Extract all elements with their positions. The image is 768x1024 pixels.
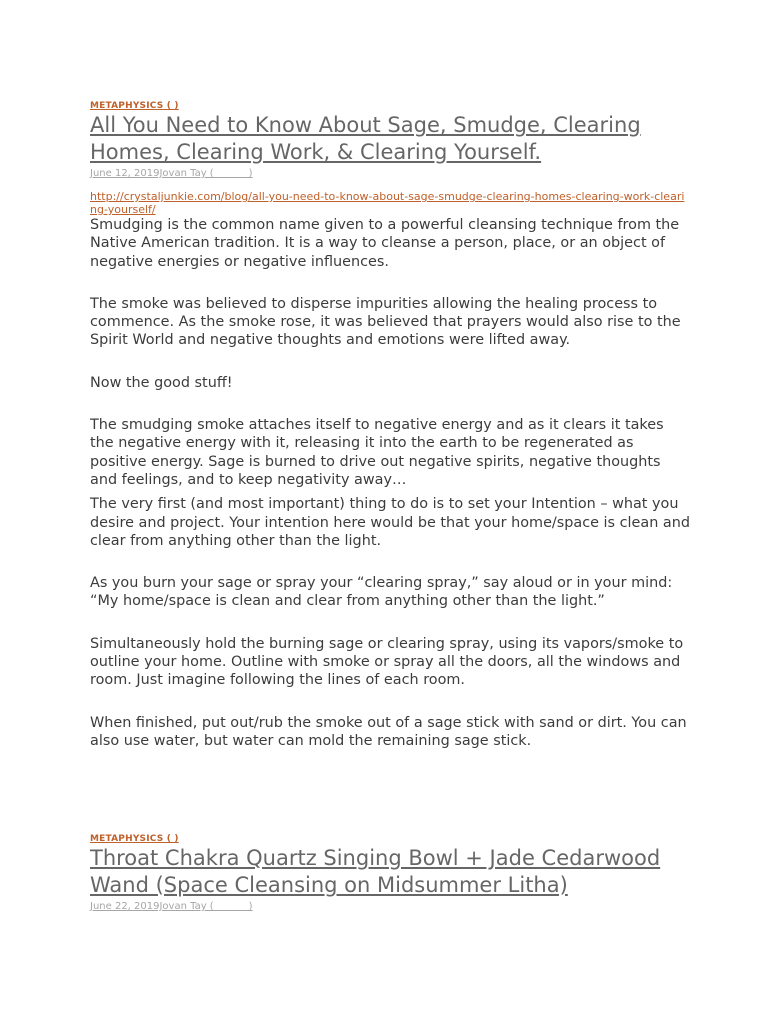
paragraph: Now the good stuff! <box>90 374 233 391</box>
post-title-link[interactable]: All You Need to Know About Sage, Smudge, Clearing Homes, Clearing Work, & Clearing Yourself. <box>90 113 641 164</box>
paragraph: When finished, put out/rub the smoke out of a sage stick with sand or dirt. You can also use water, but water can mold the remaining sage stick. <box>90 714 687 749</box>
post-meta[interactable]: June 22, 2019Jovan Tay ( ) <box>90 901 253 912</box>
paragraph: Smudging is the common name given to a powerful cleansing technique from the Native American tradition. It is a way to cleanse a person, place, or an object of negative energies or negative influences. <box>90 217 680 270</box>
paragraph: The smudging smoke attaches itself to negative energy and as it clears it takes the negative energy with it, releasing it into the earth to be regenerated as positive energy. Sage is burned to drive out negative spirits, negative thoughts and feelings, and to keep negativity away… <box>90 417 664 488</box>
source-url-link[interactable]: http://crystaljunkie.com/blog/all-you-need-to-know-about-sage-smudge-clearing-homes-clearing-work-clearing-yourself/ <box>90 190 685 216</box>
post-title-link[interactable]: Throat Chakra Quartz Singing Bowl + Jade Cedarwood Wand (Space Cleansing on Midsummer Litha) <box>90 846 661 897</box>
category-link[interactable]: METAPHYSICS ( ) <box>90 834 179 844</box>
post-meta[interactable]: June 12, 2019Jovan Tay ( ) <box>90 168 253 179</box>
paragraph: As you burn your sage or spray your “clearing spray,” say aloud or in your mind: “My home/space is clean and clear from anything other than the light.” <box>90 575 673 610</box>
category-link[interactable]: METAPHYSICS ( ) <box>90 101 179 111</box>
paragraph: Simultaneously hold the burning sage or clearing spray, using its vapors/smoke to outline your home. Outline with smoke or spray all the doors, all the windows and room. Just imagine following the lines of each room. <box>90 635 684 689</box>
blog-post <box>90 93 690 750</box>
paragraph: The very first (and most important) thing to do is to set your Intention – what you desire and project. Your intention here would be that your home/space is clean and clear from anything other than the light. <box>90 496 690 549</box>
paragraph: The smoke was believed to disperse impurities allowing the healing process to commence. As the smoke rose, it was believed that prayers would also rise to the Spirit World and negative thoughts and emotions were lifted away. <box>90 295 681 349</box>
blog-post <box>90 826 690 913</box>
